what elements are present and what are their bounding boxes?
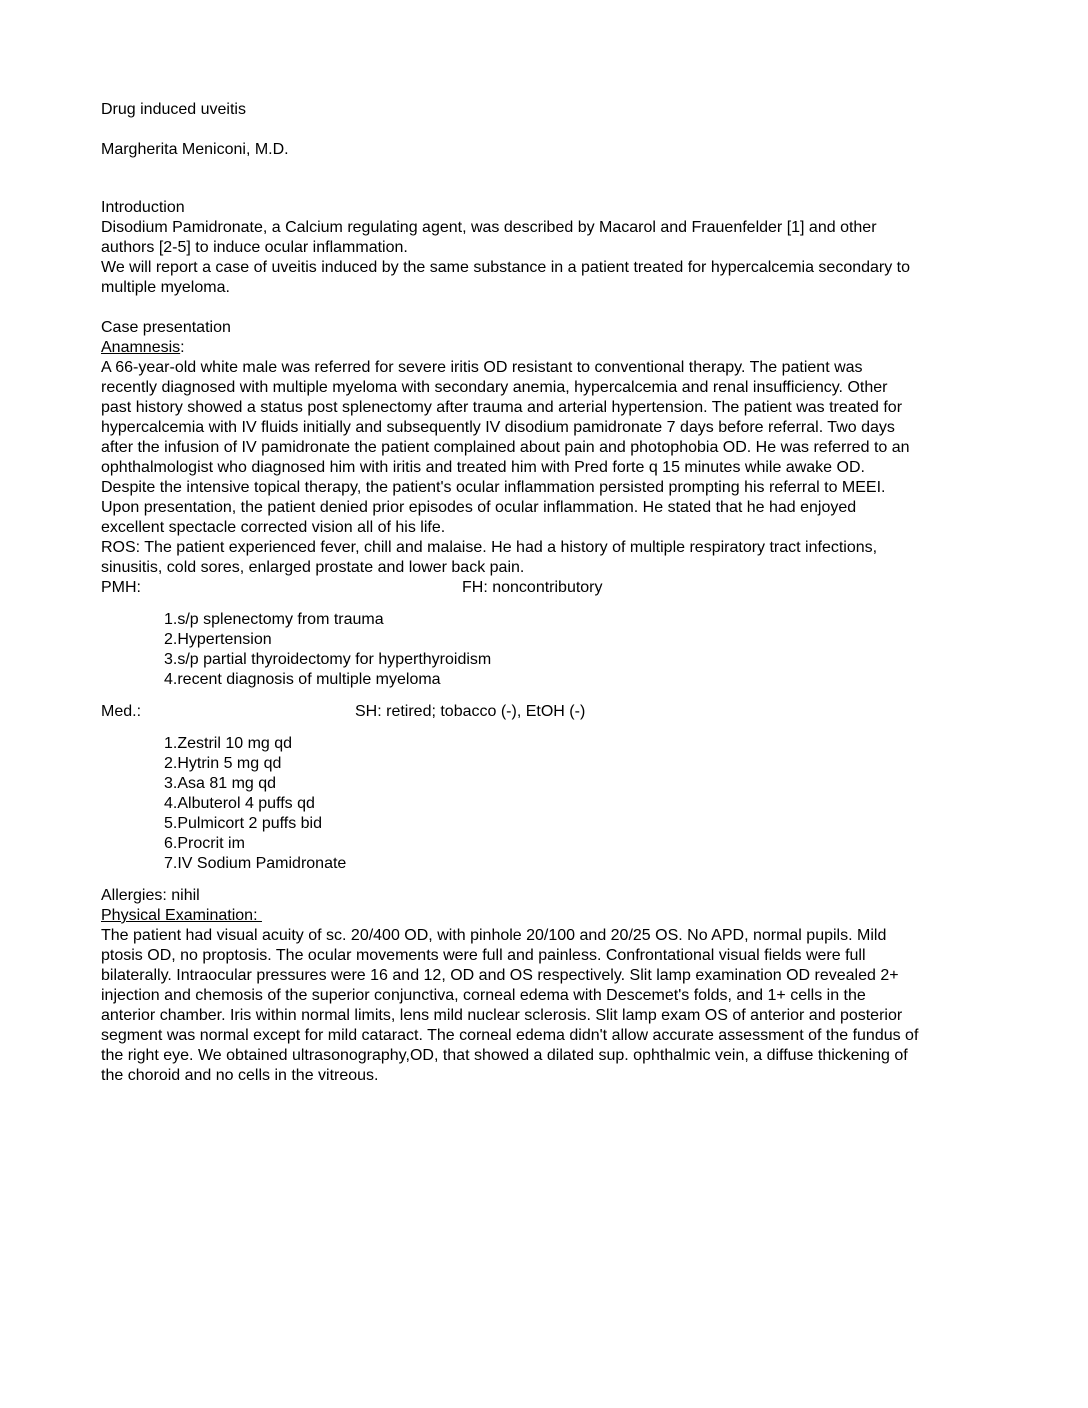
list-item: 5.Pulmicort 2 puffs bid bbox=[164, 815, 323, 832]
anamnesis-colon: : bbox=[180, 339, 185, 356]
author-line: Margherita Meniconi, M.D. bbox=[101, 141, 289, 158]
pmh-label: PMH: bbox=[101, 579, 141, 596]
exam-line: The patient had visual acuity of sc. 20/400 OD, with pinhole 20/100 and 20/25 OS. No APD, normal pupils. Mild bbox=[101, 927, 887, 944]
exam-line: injection and chemosis of the superior conjunctiva, corneal edema with Descemet's folds, and 1+ cells in the bbox=[101, 987, 866, 1004]
exam-line: anterior chamber. Iris within normal limits, lens mild nuclear sclerosis. Slit lamp exam OS of anterior and posterior bbox=[101, 1007, 903, 1024]
med-sh-row bbox=[101, 702, 991, 722]
pmh-list bbox=[101, 610, 991, 690]
introduction-heading: Introduction bbox=[101, 199, 185, 216]
list-item: 2.Hytrin 5 mg qd bbox=[164, 755, 282, 772]
introduction-line: multiple myeloma. bbox=[101, 279, 230, 296]
anamnesis-line: excellent spectacle corrected vision all of his life. bbox=[101, 519, 446, 536]
medications-list bbox=[101, 734, 991, 874]
anamnesis-line: Despite the intensive topical therapy, the patient's ocular inflammation persisted prompting his referral to MEEI. bbox=[101, 479, 886, 496]
list-item: 4.Albuterol 4 puffs qd bbox=[164, 795, 315, 812]
anamnesis-line: Upon presentation, the patient denied prior episodes of ocular inflammation. He stated that he had enjoyed bbox=[101, 499, 857, 516]
anamnesis-line: A 66-year-old white male was referred for severe iritis OD resistant to conventional therapy. The patient was bbox=[101, 359, 863, 376]
anamnesis-line: ophthalmologist who diagnosed him with iritis and treated him with Pred forte q 15 minutes while awake OD. bbox=[101, 459, 865, 476]
case-presentation-heading: Case presentation bbox=[101, 319, 231, 336]
anamnesis-line: hypercalcemia with IV fluids initially and subsequently IV disodium pamidronate 7 days before referral. Two days bbox=[101, 419, 895, 436]
exam-line: ptosis OD, no proptosis. The ocular movements were full and painless. Confrontational visual fields were full bbox=[101, 947, 866, 964]
anamnesis-line: past history showed a status post splenectomy after trauma and arterial hypertension. The patient was treated for bbox=[101, 399, 903, 416]
exam-line: the choroid and no cells in the vitreous. bbox=[101, 1067, 379, 1084]
physical-examination-heading: Physical Examination: bbox=[101, 907, 262, 924]
list-item: 4.recent diagnosis of multiple myeloma bbox=[164, 671, 441, 688]
list-item: 1.s/p splenectomy from trauma bbox=[164, 611, 384, 628]
ros-line: ROS: The patient experienced fever, chill and malaise. He had a history of multiple respiratory tract infections, bbox=[101, 539, 878, 556]
list-item: 2.Hypertension bbox=[164, 631, 272, 648]
introduction-line: authors [2-5] to induce ocular inflammation. bbox=[101, 239, 408, 256]
document-title: Drug induced uveitis bbox=[101, 101, 246, 118]
pmh-fh-row bbox=[101, 578, 991, 598]
list-item: 7.IV Sodium Pamidronate bbox=[164, 855, 347, 872]
family-history: FH: noncontributory bbox=[462, 579, 603, 596]
anamnesis-line: after the infusion of IV pamidronate the patient complained about pain and photophobia OD. He was referred to an bbox=[101, 439, 910, 456]
ros-line: sinusitis, cold sores, enlarged prostate and lower back pain. bbox=[101, 559, 525, 576]
list-item: 1.Zestril 10 mg qd bbox=[164, 735, 293, 752]
exam-line: bilaterally. Intraocular pressures were 16 and 12, OD and OS respectively. Slit lamp examination OD revealed 2+ bbox=[101, 967, 899, 984]
list-item: 3.s/p partial thyroidectomy for hyperthyroidism bbox=[164, 651, 492, 668]
list-item: 3.Asa 81 mg qd bbox=[164, 775, 277, 792]
introduction-line: We will report a case of uveitis induced by the same substance in a patient treated for hypercalcemia secondary to bbox=[101, 259, 911, 276]
document-body bbox=[101, 100, 991, 1086]
medications-label: Med.: bbox=[101, 703, 142, 720]
exam-line: the right eye. We obtained ultrasonography,OD, that showed a dilated sup. ophthalmic vein, a diffuse thickening of bbox=[101, 1047, 908, 1064]
allergies-line: Allergies: nihil bbox=[101, 887, 200, 904]
anamnesis-heading bbox=[101, 338, 991, 358]
list-item: 6.Procrit im bbox=[164, 835, 245, 852]
anamnesis-line: recently diagnosed with multiple myeloma with secondary anemia, hypercalcemia and renal insufficiency. Other bbox=[101, 379, 888, 396]
introduction-line: Disodium Pamidronate, a Calcium regulating agent, was described by Macarol and Frauenfelder [1] and other bbox=[101, 219, 877, 236]
anamnesis-label: Anamnesis bbox=[101, 339, 181, 356]
exam-line: segment was normal except for mild cataract. The corneal edema didn't allow accurate assessment of the fundus of bbox=[101, 1027, 919, 1044]
social-history: SH: retired; tobacco (-), EtOH (-) bbox=[355, 703, 586, 720]
